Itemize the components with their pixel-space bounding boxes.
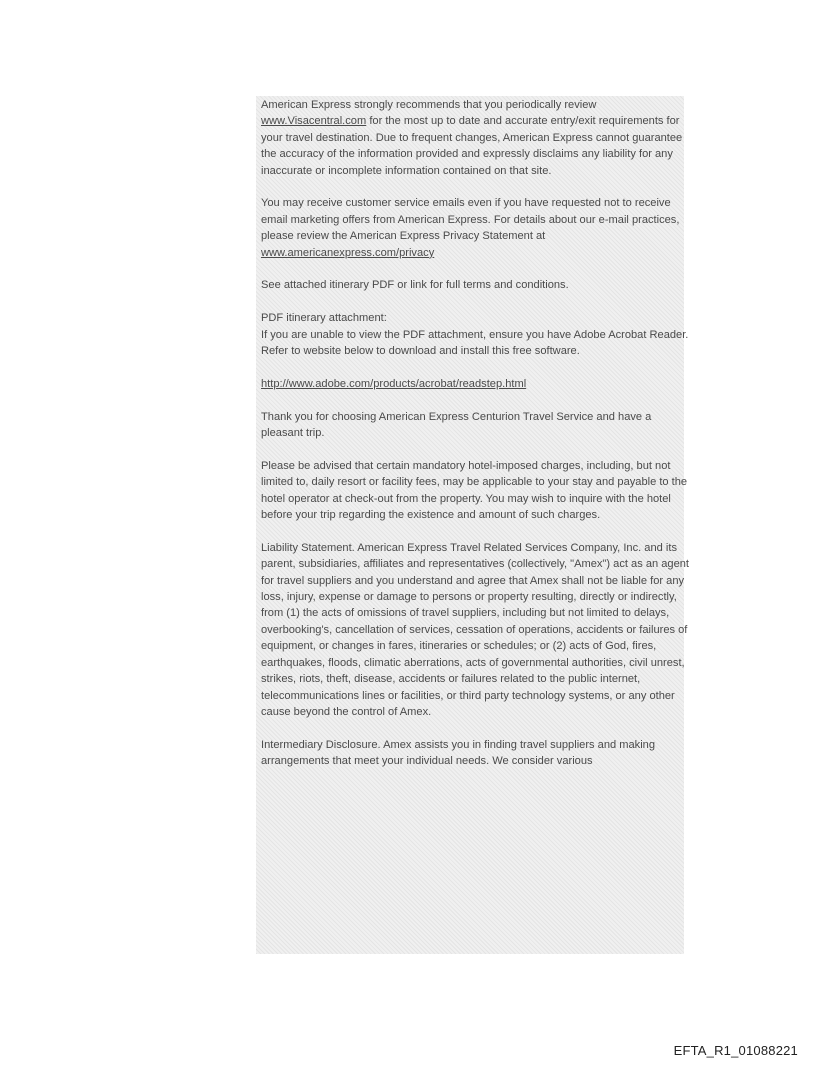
hotel-charges-paragraph: Please be advised that certain mandatory hotel-imposed charges, including, but not limited to, daily resort or facility fees, may be applicable to your stay and payable to the hotel operator at check-out from the property. You may wish to inquire with the hotel before your trip regarding the existence and amount of such charges. (261, 459, 688, 522)
adobe-reader-link[interactable]: http://www.adobe.com/products/acrobat/readstep.html (261, 377, 527, 390)
liability-statement-paragraph: Liability Statement. American Express Travel Related Services Company, Inc. and its parent, subsidiaries, affiliates and representatives (collectively, "Amex") act as an agent for travel suppliers and you understand and agree that Amex shall not be liable for any loss, injury, expense or damage to persons or property resulting, directly or indirectly, from (1) the acts of omissions of travel suppliers, including but not limited to delays, overbooking's, cancellation of services, cessation of operations, accidents or failures of equipment, or changes in fares, itineraries or schedules; or (2) acts of God, fires, earthquakes, floods, climatic aberrations, acts of governmental authorities, civil unrest, strikes, riots, theft, disease, accidents or failures related to the public internet, telecommunications lines or facilities, or third party technology systems, or any other cause beyond the control of Amex. (261, 541, 690, 718)
document-id: EFTA_R1_01088221 (673, 1043, 798, 1058)
visa-central-paragraph: American Express strongly recommends that you periodically review www.Visacentral.com for the most up to date and accurate entry/exit requirements for your travel destination. Due to frequent changes, American Express cannot guarantee the accuracy of the information provided and expressly disclaims any liability for any inaccurate or incomplete information contained on that site. (261, 99, 683, 177)
adobe-link-paragraph (261, 376, 691, 392)
terms-paragraph: See attached itinerary PDF or link for full terms and conditions. (261, 279, 569, 292)
thank-you-paragraph: Thank you for choosing American Express Centurion Travel Service and have a pleasant trip. (261, 410, 652, 440)
email-body (261, 97, 691, 770)
privacy-paragraph: You may receive customer service emails even if you have requested not to receive email marketing offers from American Express. For details about our e-mail practices, please review the American Express Privacy Statement at www.americanexpress.com/privacy (261, 197, 680, 259)
pdf-attachment-heading: PDF itinerary attachment: (261, 312, 387, 325)
visacentral-link[interactable]: www.Visacentral.com (261, 115, 367, 128)
intermediary-disclosure-paragraph: Intermediary Disclosure. Amex assists you in finding travel suppliers and making arrangements that meet your individual needs. We consider various (261, 738, 656, 768)
pdf-attachment-paragraph: If you are unable to view the PDF attachment, ensure you have Adobe Acrobat Reader. Refer to website below to download and install this free software. (261, 328, 689, 358)
privacy-link[interactable]: www.americanexpress.com/privacy (261, 246, 435, 259)
